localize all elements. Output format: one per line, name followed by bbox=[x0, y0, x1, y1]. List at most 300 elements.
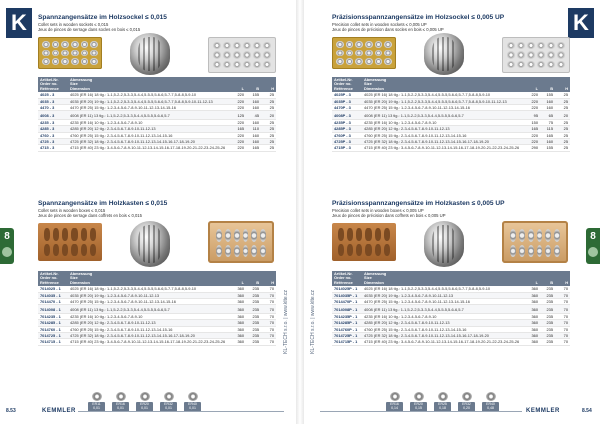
dim-h: 70 bbox=[261, 320, 276, 326]
chapter-tab bbox=[586, 228, 600, 264]
header-l: L bbox=[525, 77, 540, 92]
article-number: 4035P - 3 bbox=[332, 98, 362, 104]
footer bbox=[300, 406, 600, 416]
collet-size-name: ER20 bbox=[140, 402, 149, 406]
section-title: Spannzangensätze im Holzkasten ≤ 0,015 bbox=[38, 200, 168, 207]
article-number: 7014725 - 1 bbox=[38, 333, 68, 339]
dim-b: 235 bbox=[540, 305, 555, 313]
collet-size-tolerance: 0,01 bbox=[165, 405, 172, 410]
header-l: L bbox=[231, 77, 246, 92]
header-h: H bbox=[261, 271, 276, 286]
dim-b: 65 bbox=[540, 111, 555, 119]
table-row bbox=[332, 92, 570, 98]
dim-l: 360 bbox=[525, 305, 540, 313]
socket-block-image bbox=[502, 37, 570, 73]
article-number: 4760 - 3 bbox=[38, 132, 68, 138]
side-contact-text: KL-TECH s.r.o. | www.klte.cz bbox=[283, 290, 289, 354]
dim-l: 360 bbox=[525, 333, 540, 339]
dim-l: 220 bbox=[231, 145, 246, 151]
dim-h: 25 bbox=[261, 139, 276, 145]
table-row bbox=[38, 111, 276, 119]
collet-size-tolerance: 0,01 bbox=[189, 405, 196, 410]
dim-b: 235 bbox=[540, 326, 555, 332]
table-row bbox=[332, 139, 570, 145]
size-description: 4035 (ER 20) 19 tlg.: 1-1,5-2-2,5-3-3,5-4-4,5-5-5,5-6-6,5-7-7,5-8-8,5-9-10-11-12-13 bbox=[362, 98, 525, 104]
right-page bbox=[300, 0, 600, 424]
brand-k-logo: K bbox=[6, 8, 32, 38]
dim-h: 25 bbox=[261, 126, 276, 132]
section-wooden-box bbox=[38, 200, 276, 346]
section-title: Präzisionsspannzangensätze im Holzsockel ≤ 0,005 UP bbox=[332, 14, 505, 21]
product-images bbox=[38, 221, 276, 269]
dim-l: 290 bbox=[525, 145, 540, 151]
dim-l: 360 bbox=[525, 313, 540, 319]
size-description: 4470 (ER 25) 15 tlg.: 1-2-3-4-5-6-7-8-9-10-11-12-13-14-15-16 bbox=[68, 299, 231, 305]
size-description: 4715 (ER 40) 23 tlg.: 3-4-5-6-7-8-9-10-11-12-13-14-15-16-17-18-19-20-21-22-23-24-25-26 bbox=[362, 145, 525, 151]
dim-b: 235 bbox=[540, 299, 555, 305]
dim-b: 110 bbox=[246, 126, 261, 132]
section-subtitle-en: Precision collet sets in wooden sockets ≤ 0,005 UP bbox=[332, 22, 427, 27]
wooden-box-closed-image bbox=[38, 223, 102, 261]
size-description: 4008 (ER 11) 13 tlg.: 1-1,5-2-2,5-3-3,5-4-4,5-5-5,5-6-6,5-7 bbox=[68, 305, 231, 313]
collet-size-tolerance: 0,15 bbox=[415, 405, 422, 410]
size-description: 4285 (ER 20) 12 tlg.: 2-3-4-5-6-7-8-9-10-11-12-13 bbox=[362, 320, 525, 326]
dim-h: 20 bbox=[555, 111, 570, 119]
article-number: 4008 - 3 bbox=[38, 111, 68, 119]
article-number: 4725 - 3 bbox=[38, 139, 68, 145]
dim-b: 235 bbox=[540, 313, 555, 319]
size-description: 4715 (ER 40) 23 tlg.: 3-4-5-6-7-8-9-10-11-12-13-14-15-16-17-18-19-20-21-22-23-24-25-26 bbox=[68, 339, 231, 345]
section-subtitle-en: Precision collet sets in wooden boxes ≤ 0,005 UP bbox=[332, 208, 424, 213]
dim-b: 235 bbox=[540, 292, 555, 298]
table-row bbox=[332, 292, 570, 298]
article-number: 4035 - 3 bbox=[38, 98, 68, 104]
article-number: 4235P - 3 bbox=[332, 119, 362, 125]
dim-b: 115 bbox=[540, 126, 555, 132]
dim-h: 20 bbox=[261, 111, 276, 119]
collet-icon bbox=[116, 392, 126, 401]
table-row bbox=[38, 139, 276, 145]
size-description: 4035 (ER 20) 19 tlg.: 1-2-3-4-5-6-7-8-9-10-11-12-13 bbox=[68, 292, 231, 298]
dim-h: 25 bbox=[555, 119, 570, 125]
section-subtitle-en: Collet sets in wooden sockets ≤ 0,015 bbox=[38, 22, 109, 27]
section-subtitle-fr: Jeux de pinces de précision dans socles en bois ≤ 0,005 UP bbox=[332, 27, 444, 32]
section-subtitle-fr: Jeux de pinces de précision dans coffrets en bois ≤ 0,005 UP bbox=[332, 213, 446, 218]
size-description: 4025 (ER 16) 18 tlg.: 1-1,5-2-2,5-3-3,5-4-4,5-5-5,5-6-6,5-7-7,5-8-8,5-9-10 bbox=[362, 286, 525, 292]
article-number: 4235 - 3 bbox=[38, 119, 68, 125]
size-description: 4715 (ER 40) 23 tlg.: 3-4-5-6-7-8-9-10-11-12-13-14-15-16-17-18-19-20-21-22-23-24-25-26 bbox=[68, 145, 231, 151]
dim-l: 220 bbox=[525, 139, 540, 145]
collet-icon bbox=[438, 392, 448, 401]
collet-size-name: ER32 bbox=[164, 402, 173, 406]
dim-h: 25 bbox=[261, 145, 276, 151]
collet-icon bbox=[414, 392, 424, 401]
size-description: 4470 (ER 25) 15 tlg.: 1-2-3-4-5-6-7-8-9-10-11-12-13-14-15-16 bbox=[362, 105, 525, 111]
dim-b: 165 bbox=[246, 145, 261, 151]
dim-l: 220 bbox=[231, 105, 246, 111]
dim-b: 235 bbox=[246, 305, 261, 313]
header-l: L bbox=[525, 271, 540, 286]
size-description: 4235 (ER 16) 10 tlg.: 1-2-3-4-5-6-7-8-9-10 bbox=[362, 313, 525, 319]
table-row bbox=[332, 333, 570, 339]
section-wooden-socket bbox=[38, 14, 276, 152]
size-description: 4725 (ER 32) 18 tlg.: 2-3-4-5-6-7-8-9-10-11-12-13-14-15-16-17-18-19-20 bbox=[362, 139, 525, 145]
product-images bbox=[38, 35, 276, 75]
dim-l: 360 bbox=[231, 305, 246, 313]
header-h: H bbox=[261, 77, 276, 92]
collet-size-tolerance: 0,01 bbox=[117, 405, 124, 410]
dim-h: 70 bbox=[555, 320, 570, 326]
spec-table bbox=[38, 271, 276, 346]
header-b: B bbox=[246, 77, 261, 92]
article-number: 7014470P - 1 bbox=[332, 299, 362, 305]
dim-h: 70 bbox=[555, 333, 570, 339]
dim-l: 360 bbox=[525, 339, 540, 345]
dim-h: 25 bbox=[261, 105, 276, 111]
article-number: 4025P - 3 bbox=[332, 92, 362, 98]
article-number: 7014285 - 1 bbox=[38, 320, 68, 326]
dim-l: 360 bbox=[525, 326, 540, 332]
size-description: 4035 (ER 20) 19 tlg.: 1-1,5-2-2,5-3-3,5-4-4,5-5-5,5-6-6,5-7-7,5-8-8,5-9-10-11-12-13 bbox=[68, 98, 231, 104]
collet-icon bbox=[140, 392, 150, 401]
article-number: 4470P - 3 bbox=[332, 105, 362, 111]
collet-icon bbox=[2, 247, 12, 257]
collet-size-name: ER40 bbox=[486, 402, 495, 406]
header-article: Artikel-Nr. Order no. Référence bbox=[332, 77, 362, 92]
collet-image bbox=[424, 33, 464, 75]
size-description: 4725 (ER 32) 18 tlg.: 2-3-4-5-6-7-8-9-10-11-12-13-14-15-16-17-18-19-20 bbox=[68, 333, 231, 339]
dim-b: 235 bbox=[246, 286, 261, 292]
article-number: 4008P - 3 bbox=[332, 111, 362, 119]
dim-b: 235 bbox=[540, 286, 555, 292]
product-images bbox=[332, 221, 570, 269]
dim-h: 70 bbox=[555, 339, 570, 345]
table-row bbox=[332, 132, 570, 138]
dim-b: 45 bbox=[246, 111, 261, 119]
dim-b: 155 bbox=[246, 92, 261, 98]
table-row bbox=[38, 105, 276, 111]
size-description: 4235 (ER 16) 10 tlg.: 1-2-3-4-5-6-7-8-9-10 bbox=[362, 119, 525, 125]
dim-l: 360 bbox=[231, 320, 246, 326]
section-title: Präzisionsspannzangensätze im Holzkasten ≤ 0,005 UP bbox=[332, 200, 505, 207]
dim-l: 220 bbox=[231, 119, 246, 125]
article-number: 7014035P - 1 bbox=[332, 292, 362, 298]
size-description: 4235 (ER 16) 10 tlg.: 1-2-3-4-5-6-7-8-9-10 bbox=[68, 119, 231, 125]
dim-b: 165 bbox=[540, 132, 555, 138]
collet-size-tolerance: 0,01 bbox=[141, 405, 148, 410]
dim-b: 155 bbox=[540, 145, 555, 151]
dim-b: 160 bbox=[246, 98, 261, 104]
dim-l: 360 bbox=[231, 326, 246, 332]
table-row bbox=[38, 145, 276, 151]
dim-h: 25 bbox=[555, 92, 570, 98]
dim-h: 70 bbox=[555, 305, 570, 313]
size-description: 4760 (ER 25) 15 tlg.: 2-3-4-5-6-7-8-9-10-11-12-13-14-15-16 bbox=[362, 326, 525, 332]
collet-size-tolerance: 0,18 bbox=[439, 405, 446, 410]
dim-b: 160 bbox=[246, 105, 261, 111]
dim-l: 360 bbox=[231, 339, 246, 345]
table-row bbox=[38, 286, 276, 292]
dim-b: 160 bbox=[540, 139, 555, 145]
table-row bbox=[332, 299, 570, 305]
collet-image bbox=[424, 221, 464, 267]
dim-b: 235 bbox=[540, 320, 555, 326]
dim-l: 165 bbox=[231, 126, 246, 132]
section-subtitle-en: Collet sets in wooden boxes ≤ 0,015 bbox=[38, 208, 106, 213]
table-row bbox=[332, 145, 570, 151]
dim-b: 235 bbox=[246, 320, 261, 326]
table-row bbox=[332, 339, 570, 345]
article-number: 7014715 - 1 bbox=[38, 339, 68, 345]
size-description: 4025 (ER 16) 18 tlg.: 1-1,5-2-2,5-3-3,5-4-4,5-5-5,5-6-6,5-7-7,5-8-8,5-9-10 bbox=[68, 286, 231, 292]
dim-l: 165 bbox=[525, 126, 540, 132]
collet-size-name: ER20 bbox=[414, 402, 423, 406]
header-size: Abmessung Size Dimension bbox=[68, 271, 231, 286]
spec-table bbox=[332, 271, 570, 346]
section-precision-socket bbox=[332, 14, 570, 152]
size-description: 4025 (ER 16) 18 tlg.: 1-1,5-2-2,5-3-3,5-4-4,5-5-5,5-6-6,5-7-7,5-8-8,5-9-10 bbox=[362, 92, 525, 98]
header-size: Abmessung Size Dimension bbox=[362, 77, 525, 92]
dim-l: 125 bbox=[231, 111, 246, 119]
size-description: 4285 (ER 20) 12 tlg.: 2-3-4-5-6-7-8-9-10-11-12-13 bbox=[68, 320, 231, 326]
dim-h: 70 bbox=[261, 292, 276, 298]
table-row bbox=[38, 98, 276, 104]
article-number: 7014235P - 1 bbox=[332, 313, 362, 319]
dim-b: 160 bbox=[246, 132, 261, 138]
dim-l: 360 bbox=[231, 313, 246, 319]
dim-b: 160 bbox=[540, 98, 555, 104]
collet-size-name: ER25 bbox=[438, 402, 447, 406]
table-row bbox=[332, 305, 570, 313]
dim-h: 70 bbox=[261, 313, 276, 319]
dim-h: 25 bbox=[555, 139, 570, 145]
chapter-number: 8 bbox=[4, 231, 10, 242]
article-number: 4025 - 3 bbox=[38, 92, 68, 98]
size-description: 4760 (ER 25) 15 tlg.: 2-3-4-5-6-7-8-9-10-11-12-13-14-15-16 bbox=[68, 132, 231, 138]
table-row bbox=[38, 299, 276, 305]
header-b: B bbox=[246, 271, 261, 286]
header-article: Artikel-Nr. Order no. Référence bbox=[38, 271, 68, 286]
article-number: 7014725P - 1 bbox=[332, 333, 362, 339]
size-description: 4725 (ER 32) 18 tlg.: 2-3-4-5-6-7-8-9-10-11-12-13-14-15-16-17-18-19-20 bbox=[362, 333, 525, 339]
table-row bbox=[38, 339, 276, 345]
dim-h: 70 bbox=[555, 286, 570, 292]
size-description: 4025 (ER 16) 18 tlg.: 1-1,5-2-2,5-3-3,5-4-4,5-5-5,5-6-6,5-7-7,5-8-8,5-9-10 bbox=[68, 92, 231, 98]
header-h: H bbox=[555, 271, 570, 286]
dim-h: 70 bbox=[261, 339, 276, 345]
article-number: 7014760 - 1 bbox=[38, 326, 68, 332]
collet-size-name: ER40 bbox=[188, 402, 197, 406]
collet-size-name: ER16 bbox=[390, 402, 399, 406]
dim-h: 25 bbox=[555, 98, 570, 104]
brand-k-logo: K bbox=[568, 8, 594, 38]
size-description: 4725 (ER 32) 18 tlg.: 2-3-4-5-6-7-8-9-10-11-12-13-14-15-16-17-18-19-20 bbox=[68, 139, 231, 145]
table-row bbox=[38, 333, 276, 339]
dim-h: 70 bbox=[261, 305, 276, 313]
brand-name: KEMMLER bbox=[526, 408, 560, 414]
header-article: Artikel-Nr. Order no. Référence bbox=[38, 77, 68, 92]
collet-image bbox=[130, 33, 170, 75]
dim-l: 220 bbox=[525, 105, 540, 111]
page-number: 8.53 bbox=[6, 408, 16, 414]
wooden-box-open-image bbox=[208, 221, 274, 263]
article-number: 4285 - 3 bbox=[38, 126, 68, 132]
dim-h: 25 bbox=[261, 92, 276, 98]
dim-b: 235 bbox=[540, 333, 555, 339]
table-row bbox=[332, 286, 570, 292]
wooden-box-open-image bbox=[502, 221, 568, 263]
size-description: 4760 (ER 25) 15 tlg.: 2-3-4-5-6-7-8-9-10-11-12-13-14-15-16 bbox=[362, 132, 525, 138]
article-number: 4470 - 3 bbox=[38, 105, 68, 111]
dim-l: 220 bbox=[525, 92, 540, 98]
dim-l: 220 bbox=[231, 139, 246, 145]
dim-l: 220 bbox=[231, 132, 246, 138]
footer bbox=[0, 406, 300, 416]
dim-l: 360 bbox=[231, 292, 246, 298]
collet-icon bbox=[188, 392, 198, 401]
dim-h: 25 bbox=[261, 119, 276, 125]
socket-tray-image bbox=[332, 37, 396, 69]
chapter-tab bbox=[0, 228, 14, 264]
article-number: 7014035 - 1 bbox=[38, 292, 68, 298]
article-number: 4725P - 3 bbox=[332, 139, 362, 145]
dim-l: 220 bbox=[525, 98, 540, 104]
dim-h: 70 bbox=[261, 326, 276, 332]
header-size: Abmessung Size Dimension bbox=[362, 271, 525, 286]
product-images bbox=[332, 35, 570, 75]
article-number: 4715P - 3 bbox=[332, 145, 362, 151]
collet-icon bbox=[588, 247, 598, 257]
dim-b: 235 bbox=[246, 326, 261, 332]
dim-l: 360 bbox=[231, 333, 246, 339]
size-description: 4285 (ER 20) 12 tlg.: 2-3-4-5-6-7-8-9-10-11-12-13 bbox=[362, 126, 525, 132]
dim-h: 70 bbox=[261, 333, 276, 339]
dim-b: 235 bbox=[246, 292, 261, 298]
dim-h: 25 bbox=[555, 105, 570, 111]
size-description: 4715 (ER 40) 23 tlg.: 3-4-5-6-7-8-9-10-11-12-13-14-15-16-17-18-19-20-21-22-23-24-25-26 bbox=[362, 339, 525, 345]
dim-b: 160 bbox=[246, 119, 261, 125]
dim-l: 150 bbox=[525, 119, 540, 125]
dim-l: 95 bbox=[525, 111, 540, 119]
collet-size-tolerance: 0,20 bbox=[463, 405, 470, 410]
dim-l: 220 bbox=[231, 92, 246, 98]
dim-b: 235 bbox=[246, 299, 261, 305]
header-b: B bbox=[540, 271, 555, 286]
dim-l: 360 bbox=[525, 286, 540, 292]
collet-size-tolerance: 0,01 bbox=[93, 405, 100, 410]
dim-h: 25 bbox=[555, 145, 570, 151]
dim-l: 360 bbox=[525, 292, 540, 298]
dim-l: 360 bbox=[231, 299, 246, 305]
header-article: Artikel-Nr. Order no. Référence bbox=[332, 271, 362, 286]
collet-image bbox=[130, 221, 170, 267]
dim-l: 360 bbox=[231, 286, 246, 292]
collet-size-name: ER16 bbox=[116, 402, 125, 406]
collet-size-tolerance: 0,48 bbox=[487, 405, 494, 410]
header-b: B bbox=[540, 77, 555, 92]
dim-b: 235 bbox=[246, 339, 261, 345]
table-row bbox=[332, 326, 570, 332]
table-row bbox=[38, 132, 276, 138]
article-number: 7014025P - 1 bbox=[332, 286, 362, 292]
footer-rule bbox=[320, 411, 522, 412]
spec-table bbox=[332, 77, 570, 152]
dim-h: 70 bbox=[261, 299, 276, 305]
size-description: 4235 (ER 16) 10 tlg.: 1-2-3-4-5-6-7-8-9-10 bbox=[68, 313, 231, 319]
table-row bbox=[332, 98, 570, 104]
collet-icon bbox=[164, 392, 174, 401]
dim-l: 360 bbox=[525, 320, 540, 326]
section-precision-box bbox=[332, 200, 570, 346]
socket-block-image bbox=[208, 37, 276, 73]
section-subtitle-fr: Jeux de pinces de serrage dans coffrets en bois ≤ 0,015 bbox=[38, 213, 142, 218]
collet-icon bbox=[390, 392, 400, 401]
spec-table bbox=[38, 77, 276, 152]
section-subtitle-fr: Jeux de pinces de serrage dans socles en bois ≤ 0,015 bbox=[38, 27, 141, 32]
dim-b: 235 bbox=[246, 313, 261, 319]
dim-l: 220 bbox=[525, 132, 540, 138]
side-contact-text: KL-TECH s.r.o. | www.klte.cz bbox=[310, 290, 316, 354]
section-title: Spannzangensätze im Holzsockel ≤ 0,015 bbox=[38, 14, 167, 21]
collet-size-name: ER32 bbox=[462, 402, 471, 406]
size-description: 4760 (ER 25) 15 tlg.: 2-3-4-5-6-7-8-9-10-11-12-13-14-15-16 bbox=[68, 326, 231, 332]
table-row bbox=[38, 292, 276, 298]
header-l: L bbox=[231, 271, 246, 286]
table-row bbox=[332, 105, 570, 111]
table-row bbox=[38, 92, 276, 98]
socket-tray-image bbox=[38, 37, 102, 69]
collet-icon bbox=[92, 392, 102, 401]
dim-h: 25 bbox=[555, 132, 570, 138]
collet-size-name: ER11 bbox=[92, 402, 101, 406]
dim-h: 25 bbox=[261, 132, 276, 138]
article-number: 7014235 - 1 bbox=[38, 313, 68, 319]
collet-icon bbox=[462, 392, 472, 401]
article-number: 4715 - 3 bbox=[38, 145, 68, 151]
dim-h: 70 bbox=[555, 299, 570, 305]
dim-b: 155 bbox=[540, 92, 555, 98]
size-description: 4285 (ER 20) 12 tlg.: 2-3-4-5-6-7-8-9-10-11-12-13 bbox=[68, 126, 231, 132]
table-row bbox=[38, 326, 276, 332]
article-number: 7014285P - 1 bbox=[332, 320, 362, 326]
dim-b: 75 bbox=[540, 119, 555, 125]
dim-h: 70 bbox=[555, 292, 570, 298]
dim-h: 70 bbox=[555, 326, 570, 332]
article-number: 7014715P - 1 bbox=[332, 339, 362, 345]
dim-h: 70 bbox=[261, 286, 276, 292]
dim-b: 160 bbox=[246, 139, 261, 145]
dim-h: 25 bbox=[555, 126, 570, 132]
dim-b: 235 bbox=[540, 339, 555, 345]
size-description: 4008 (ER 11) 13 tlg.: 1-1,5-2-2,5-3-3,5-4-4,5-5-5,5-6-6,5-7 bbox=[68, 111, 231, 119]
dim-l: 220 bbox=[231, 98, 246, 104]
table-row bbox=[332, 111, 570, 119]
article-number: 7014008 - 1 bbox=[38, 305, 68, 313]
dim-h: 25 bbox=[261, 98, 276, 104]
size-description: 4470 (ER 25) 15 tlg.: 1-2-3-4-5-6-7-8-9-10-11-12-13-14-15-16 bbox=[362, 299, 525, 305]
dim-b: 160 bbox=[540, 105, 555, 111]
wooden-box-closed-image bbox=[332, 223, 396, 261]
article-number: 4285P - 3 bbox=[332, 126, 362, 132]
size-description: 4470 (ER 25) 15 tlg.: 1-2-3-4-5-6-7-8-9-10-11-12-13-14-15-16 bbox=[68, 105, 231, 111]
footer-rule bbox=[78, 411, 284, 412]
page-number: 8.54 bbox=[582, 408, 592, 414]
article-number: 7014760P - 1 bbox=[332, 326, 362, 332]
chapter-number: 8 bbox=[590, 231, 596, 242]
article-number: 7014008P - 1 bbox=[332, 305, 362, 313]
table-row bbox=[38, 305, 276, 313]
size-description: 4035 (ER 20) 19 tlg.: 1-2-3-4-5-6-7-8-9-10-11-12-13 bbox=[362, 292, 525, 298]
